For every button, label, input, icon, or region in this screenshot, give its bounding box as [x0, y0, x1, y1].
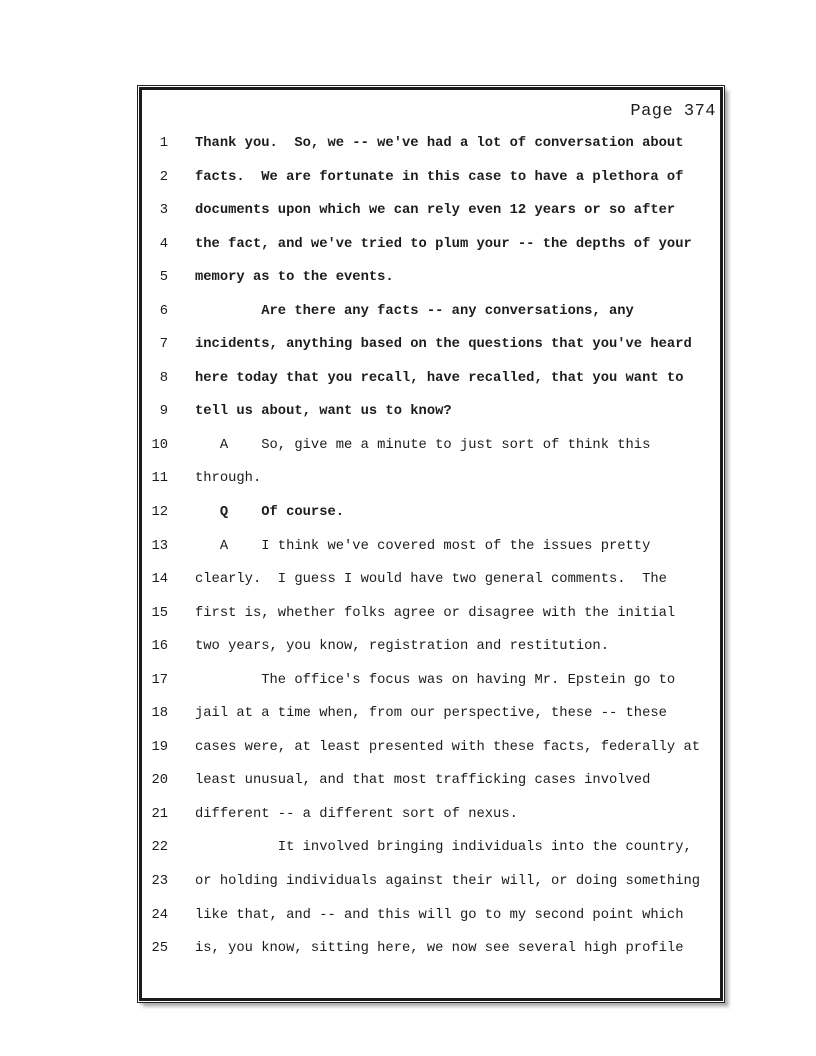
transcript-line	[142, 462, 720, 496]
line-text: jail at a time when, from our perspective, these -- these	[195, 706, 667, 722]
transcript-line	[142, 127, 720, 161]
line-number: 19	[151, 739, 168, 755]
transcript-line	[142, 429, 720, 463]
line-text: like that, and -- and this will go to my second point which	[195, 907, 684, 923]
line-text: or holding individuals against their will, or doing something	[195, 874, 701, 890]
line-number: 13	[151, 538, 168, 554]
line-number: 9	[159, 404, 168, 420]
transcript-line	[142, 899, 720, 933]
line-number: 17	[151, 672, 168, 688]
line-text: Q Of course.	[195, 505, 345, 521]
transcript-line	[142, 496, 720, 530]
page-number-label: Page 374	[630, 102, 716, 121]
line-number: 8	[159, 370, 168, 386]
line-text: here today that you recall, have recalled, that you want to	[195, 370, 684, 386]
line-number: 7	[159, 337, 168, 353]
page-border-inner-rule	[139, 87, 723, 1001]
transcript-line	[142, 194, 720, 228]
line-text: A I think we've covered most of the issues pretty	[195, 538, 651, 554]
line-number: 20	[151, 773, 168, 789]
line-text: incidents, anything based on the questions that you've heard	[195, 337, 692, 353]
transcript-line	[142, 664, 720, 698]
transcript-line	[142, 697, 720, 731]
line-text: the fact, and we've tried to plum your -- the depths of your	[195, 236, 692, 252]
line-text: is, you know, sitting here, we now see several high profile	[195, 941, 684, 957]
line-number: 4	[159, 236, 168, 252]
line-text: first is, whether folks agree or disagree with the initial	[195, 605, 676, 621]
transcript-line	[142, 865, 720, 899]
transcript-body	[142, 127, 720, 966]
transcript-line	[142, 228, 720, 262]
line-number: 3	[159, 203, 168, 219]
line-text: memory as to the events.	[195, 270, 394, 286]
transcript-line	[142, 295, 720, 329]
line-text: Thank you. So, we -- we've had a lot of conversation about	[195, 136, 684, 151]
line-number: 5	[159, 270, 168, 286]
line-number: 2	[159, 169, 168, 185]
transcript-line	[142, 261, 720, 295]
line-text: The office's focus was on having Mr. Epstein go to	[195, 672, 676, 688]
transcript-line	[142, 362, 720, 396]
transcript-line	[142, 831, 720, 865]
line-number: 18	[151, 706, 168, 722]
page-border-frame	[137, 85, 725, 1003]
line-text: facts. We are fortunate in this case to have a plethora of	[195, 169, 684, 185]
line-text: tell us about, want us to know?	[195, 404, 452, 420]
transcript-line	[142, 630, 720, 664]
transcript-line	[142, 395, 720, 429]
line-text: least unusual, and that most trafficking cases involved	[195, 773, 651, 789]
line-number: 24	[151, 907, 168, 923]
line-text: through.	[195, 471, 262, 487]
transcript-line	[142, 563, 720, 597]
transcript-line	[142, 161, 720, 195]
transcript-line	[142, 764, 720, 798]
line-number: 1	[159, 136, 168, 151]
transcript-line	[142, 328, 720, 362]
line-text: It involved bringing individuals into the country,	[195, 840, 692, 856]
line-text: clearly. I guess I would have two general comments. The	[195, 572, 667, 588]
transcript-line	[142, 597, 720, 631]
transcript-line	[142, 798, 720, 832]
transcript-line	[142, 530, 720, 564]
line-text: two years, you know, registration and restitution.	[195, 639, 609, 655]
line-number: 21	[151, 806, 168, 822]
transcript-line	[142, 932, 720, 966]
line-number: 16	[151, 639, 168, 655]
transcript-line	[142, 731, 720, 765]
line-number: 12	[151, 505, 168, 521]
line-number: 14	[151, 572, 168, 588]
line-number: 11	[151, 471, 168, 487]
line-text: Are there any facts -- any conversations, any	[195, 303, 634, 319]
line-text: cases were, at least presented with these facts, federally at	[195, 739, 701, 755]
line-number: 10	[151, 437, 168, 453]
line-number: 6	[159, 303, 168, 319]
line-number: 15	[151, 605, 168, 621]
line-text: different -- a different sort of nexus.	[195, 806, 518, 822]
line-number: 23	[151, 874, 168, 890]
line-text: documents upon which we can rely even 12 years or so after	[195, 203, 676, 219]
line-number: 25	[151, 941, 168, 957]
line-text: A So, give me a minute to just sort of think this	[195, 437, 651, 453]
line-number: 22	[151, 840, 168, 856]
